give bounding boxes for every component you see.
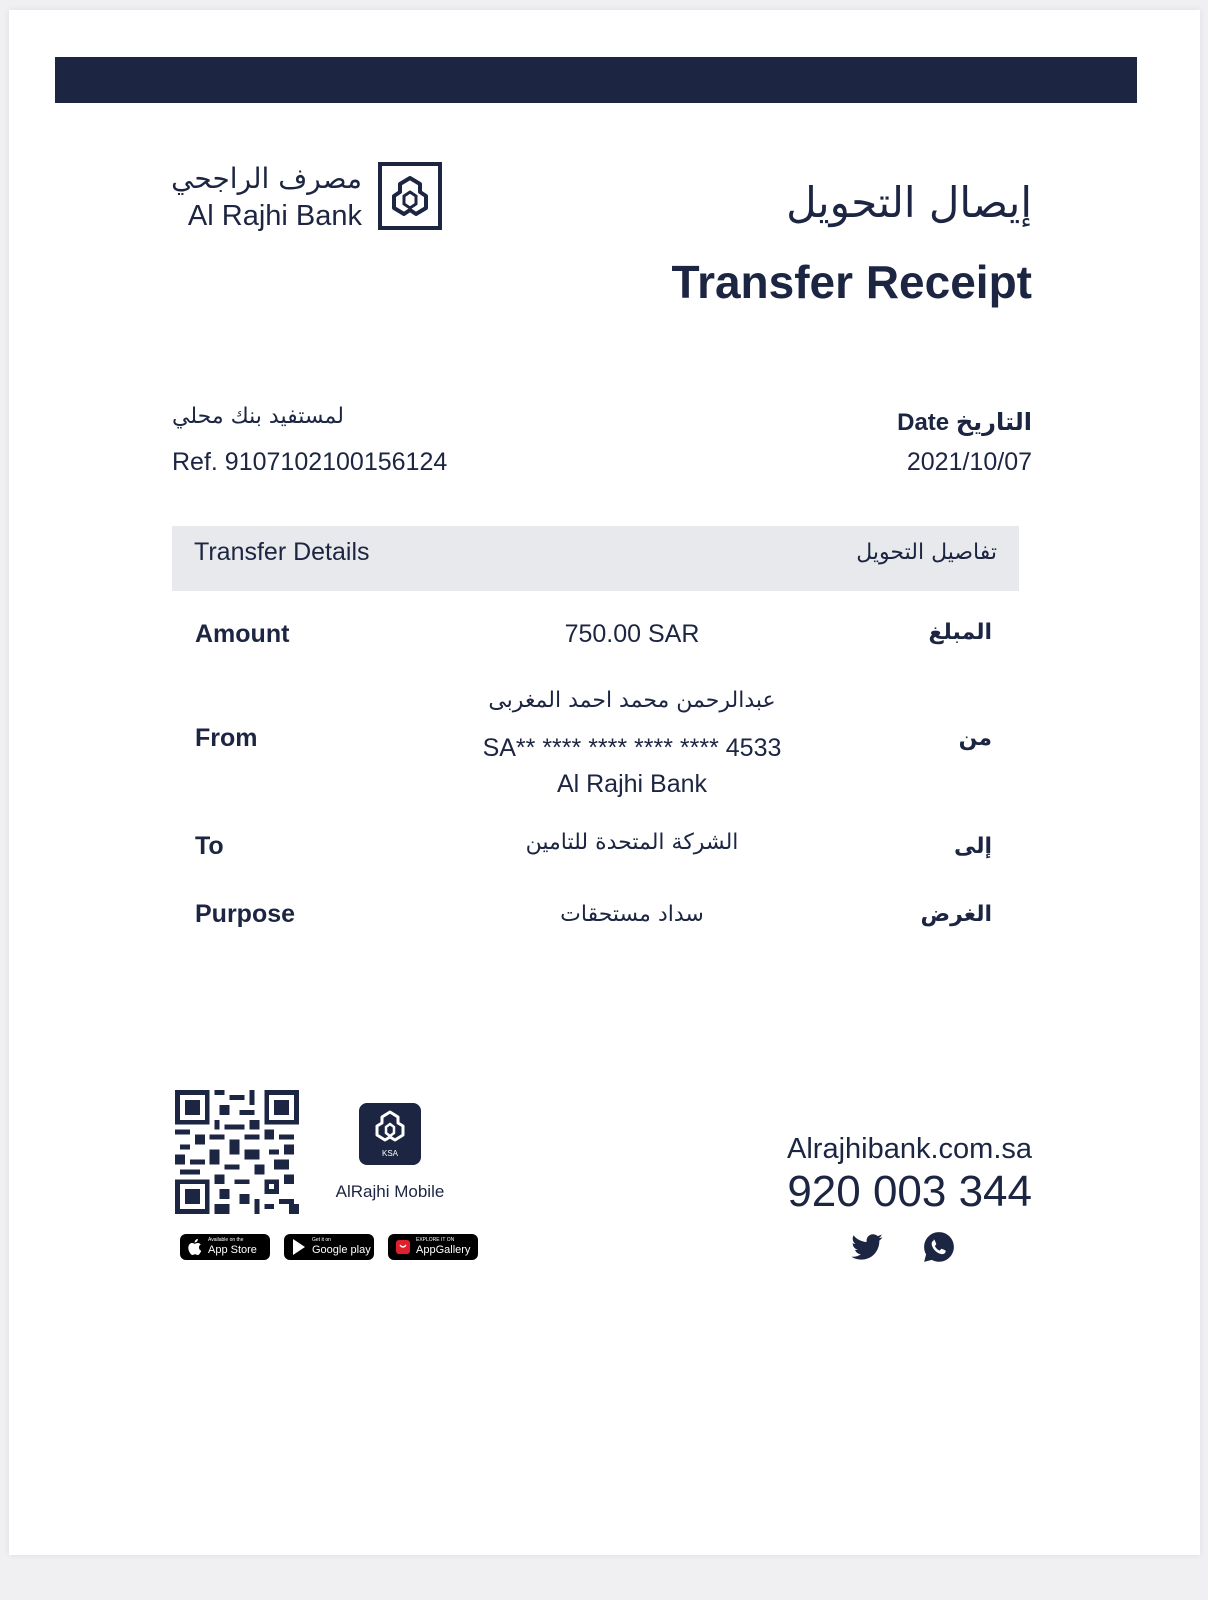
app-store-small: Available on the [208, 1237, 244, 1243]
date-value: 2021/10/07 [906, 448, 1032, 476]
google-play-badge[interactable] [284, 1234, 374, 1260]
from-name: عبدالرحمن محمد احمد المغربى [488, 688, 776, 713]
alrajhi-mobile-app-icon[interactable] [359, 1103, 421, 1165]
from-bank: Al Rajhi Bank [556, 770, 708, 798]
play-icon [291, 1238, 307, 1256]
app-store-badge[interactable] [180, 1234, 270, 1260]
app-gallery-badge[interactable] [388, 1234, 478, 1260]
app-badge-text: KSA [381, 1149, 398, 1158]
date-label-en: Date [897, 409, 950, 436]
reference-number: Ref. 9107102100156124 [172, 448, 448, 476]
app-name: AlRajhi Mobile [335, 1182, 445, 1201]
apple-icon [187, 1238, 203, 1256]
date-label-ar: التاريخ [955, 408, 1032, 436]
twitter-icon[interactable] [850, 1230, 884, 1264]
qr-code-icon [175, 1090, 299, 1214]
amount-value: 750.00 SAR [564, 620, 700, 648]
details-header-en: Transfer Details [194, 538, 370, 566]
google-play-small: Get it on [312, 1237, 331, 1243]
to-label: To [195, 832, 224, 860]
amount-label-ar: المبلغ [928, 620, 992, 645]
from-account: SA** **** **** **** **** 4533 [482, 734, 782, 762]
app-gallery-small: EXPLORE IT ON [416, 1237, 455, 1243]
title-en: Transfer Receipt [671, 256, 1032, 308]
top-banner [55, 57, 1137, 103]
from-label-ar: من [958, 726, 992, 751]
app-store-label: App Store [208, 1244, 257, 1256]
title-ar: إيصال التحويل [786, 178, 1032, 227]
to-label-ar: إلى [953, 834, 992, 859]
from-label: From [195, 724, 258, 752]
purpose-label: Purpose [195, 900, 296, 928]
huawei-icon [395, 1238, 411, 1256]
google-play-label: Google play [312, 1244, 371, 1256]
website-link[interactable]: Alrajhibank.com.sa [787, 1133, 1032, 1165]
date-label [897, 408, 1032, 437]
bank-name-en: Al Rajhi Bank [187, 200, 362, 232]
phone-number[interactable]: 920 003 344 [787, 1167, 1032, 1216]
beneficiary-type: لمستفيد بنك محلي [172, 404, 344, 429]
whatsapp-icon[interactable] [922, 1230, 956, 1264]
app-gallery-label: AppGallery [416, 1244, 471, 1256]
bank-logo [172, 162, 442, 234]
purpose-value: سداد مستحقات [560, 902, 704, 927]
app-logo-icon [372, 1109, 408, 1147]
transfer-details-header [172, 526, 1019, 591]
amount-label: Amount [195, 620, 290, 648]
details-header-ar: تفاصيل التحويل [856, 540, 997, 565]
to-value: الشركة المتحدة للتامين [525, 830, 739, 855]
bank-name-ar: مصرف الراجحي [171, 162, 362, 195]
bank-logo-icon [378, 162, 442, 230]
purpose-label-ar: الغرض [920, 902, 992, 927]
